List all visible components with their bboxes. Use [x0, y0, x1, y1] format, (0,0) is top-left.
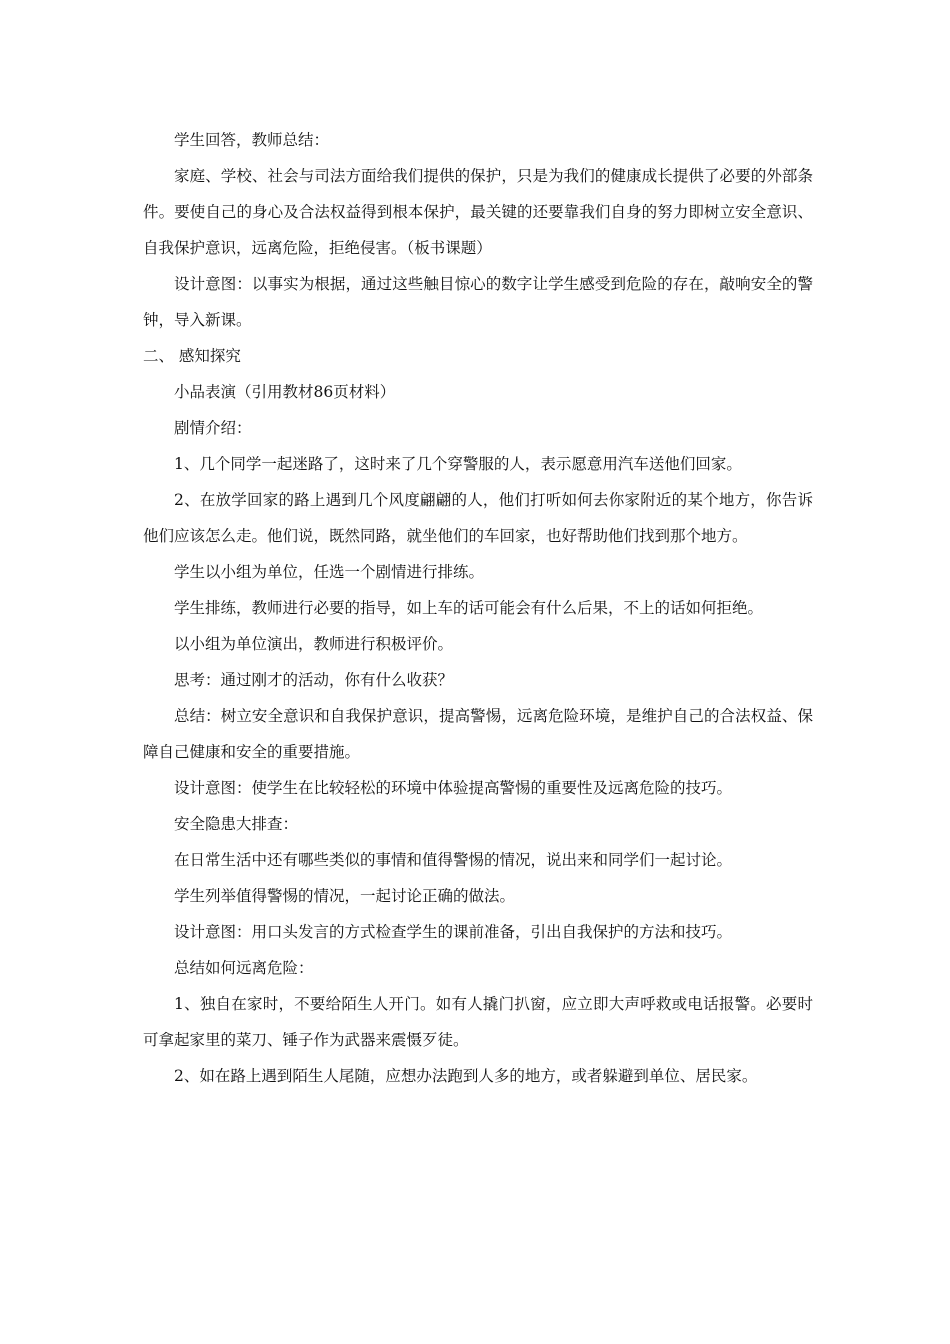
paragraph: 学生列举值得警惕的情况，一起讨论正确的做法。: [174, 887, 516, 905]
paragraph: 2、在放学回家的路上遇到几个风度翩翩的人，他们打听如何去你家附近的某个地方，你告诉他们应该怎么走。他们说，既然同路，就坐他们的车回家，也好帮助他们找到那个地方。: [143, 491, 813, 545]
paragraph: 思考：通过刚才的活动，你有什么收获？: [174, 671, 454, 689]
paragraph: 设计意图：使学生在比较轻松的环境中体验提高警惕的重要性及远离危险的技巧。: [174, 779, 733, 797]
paragraph: 家庭、学校、社会与司法方面给我们提供的保护，只是为我们的健康成长提供了必要的外部条件。要使自己的身心及合法权益得到根本保护，最关键的还要靠我们自身的努力即树立安全意识、自我保护意识，远离危险，拒绝侵害。（板书课题）: [143, 167, 813, 257]
paragraph: 在日常生活中还有哪些类似的事情和值得警惕的情况，说出来和同学们一起讨论。: [174, 851, 733, 869]
paragraph: 1、独自在家时，不要给陌生人开门。如有人撬门扒窗，应立即大声呼救或电话报警。必要时可拿起家里的菜刀、锤子作为武器来震慑歹徒。: [143, 995, 813, 1049]
paragraph: 1、几个同学一起迷路了，这时来了几个穿警服的人，表示愿意用汽车送他们回家。: [174, 455, 742, 473]
paragraph: 2、如在路上遇到陌生人尾随，应想办法跑到人多的地方，或者躲避到单位、居民家。: [174, 1067, 758, 1085]
paragraph: 以小组为单位演出，教师进行积极评价。: [174, 635, 454, 653]
section-heading: 二、 感知探究: [143, 347, 241, 365]
paragraph: 设计意图：以事实为根据，通过这些触目惊心的数字让学生感受到危险的存在，敲响安全的警钟，导入新课。: [143, 275, 813, 329]
paragraph: 总结如何远离危险：: [174, 959, 314, 977]
paragraph: 总结：树立安全意识和自我保护意识，提高警惕，远离危险环境，是维护自己的合法权益、保障自己健康和安全的重要措施。: [143, 707, 813, 761]
paragraph: 学生排练，教师进行必要的指导，如上车的话可能会有什么后果，不上的话如何拒绝。: [174, 599, 764, 617]
document-body: [143, 122, 813, 1094]
paragraph: 安全隐患大排查：: [174, 815, 299, 833]
paragraph: 学生回答，教师总结：: [174, 131, 330, 149]
paragraph: 学生以小组为单位，任选一个剧情进行排练。: [174, 563, 485, 581]
paragraph: 剧情介绍：: [174, 419, 252, 437]
paragraph: 设计意图：用口头发言的方式检查学生的课前准备，引出自我保护的方法和技巧。: [174, 923, 733, 941]
paragraph: 小品表演（引用教材86页材料）: [174, 383, 396, 401]
